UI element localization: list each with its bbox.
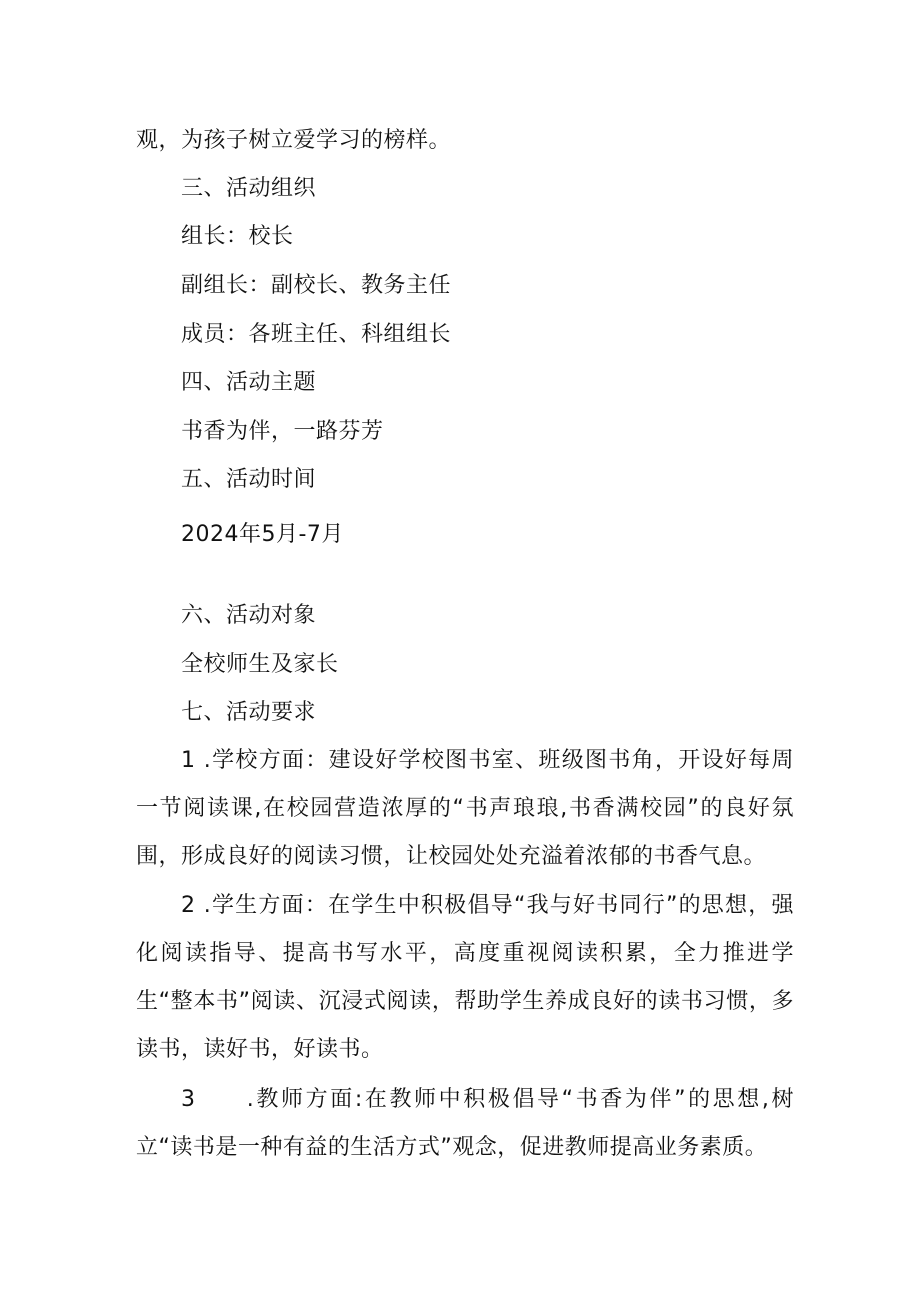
section-5-title: 五、活动时间 xyxy=(181,467,317,492)
time-line: 2024年5月-7月 xyxy=(181,522,344,547)
theme-line: 书香为伴，一路芬芳 xyxy=(181,419,384,444)
intro-line: 观，为孩子树立爱学习的榜样。 xyxy=(136,128,452,153)
leader-line: 组长：校长 xyxy=(181,224,294,249)
audience-line: 全校师生及家长 xyxy=(181,652,339,677)
requirement-2-paragraph: 2 .学生方面：在学生中积极倡导“我与好书同行”的思想，强化阅读指导、提高书写水平，高度重视阅读积累，全力推进学生“整本书”阅读、沉浸式阅读，帮助学生养成良好的读书习惯，多读书，读好书，好读书。 xyxy=(136,893,794,1062)
section-7-title: 七、活动要求 xyxy=(181,700,317,725)
members-line: 成员：各班主任、科组组长 xyxy=(181,322,452,347)
requirement-1-paragraph: 1 .学校方面：建设好学校图书室、班级图书角，开设好每周一节阅读课,在校园营造浓厚的“书声琅琅,书香满校园”的良好氛围，形成良好的阅读习惯，让校园处处充溢着浓郁的书香气息。 xyxy=(136,748,794,869)
requirement-3-paragraph: 3 .教师方面:在教师中积极倡导“书香为伴”的思想,树立“读书是一种有益的生活方式”观念，促进教师提高业务素质。 xyxy=(136,1087,794,1160)
section-3-title: 三、活动组织 xyxy=(181,176,317,201)
section-4-title: 四、活动主题 xyxy=(181,370,317,395)
section-6-title: 六、活动对象 xyxy=(181,603,317,628)
vice-leader-line: 副组长：副校长、教务主任 xyxy=(181,273,452,298)
